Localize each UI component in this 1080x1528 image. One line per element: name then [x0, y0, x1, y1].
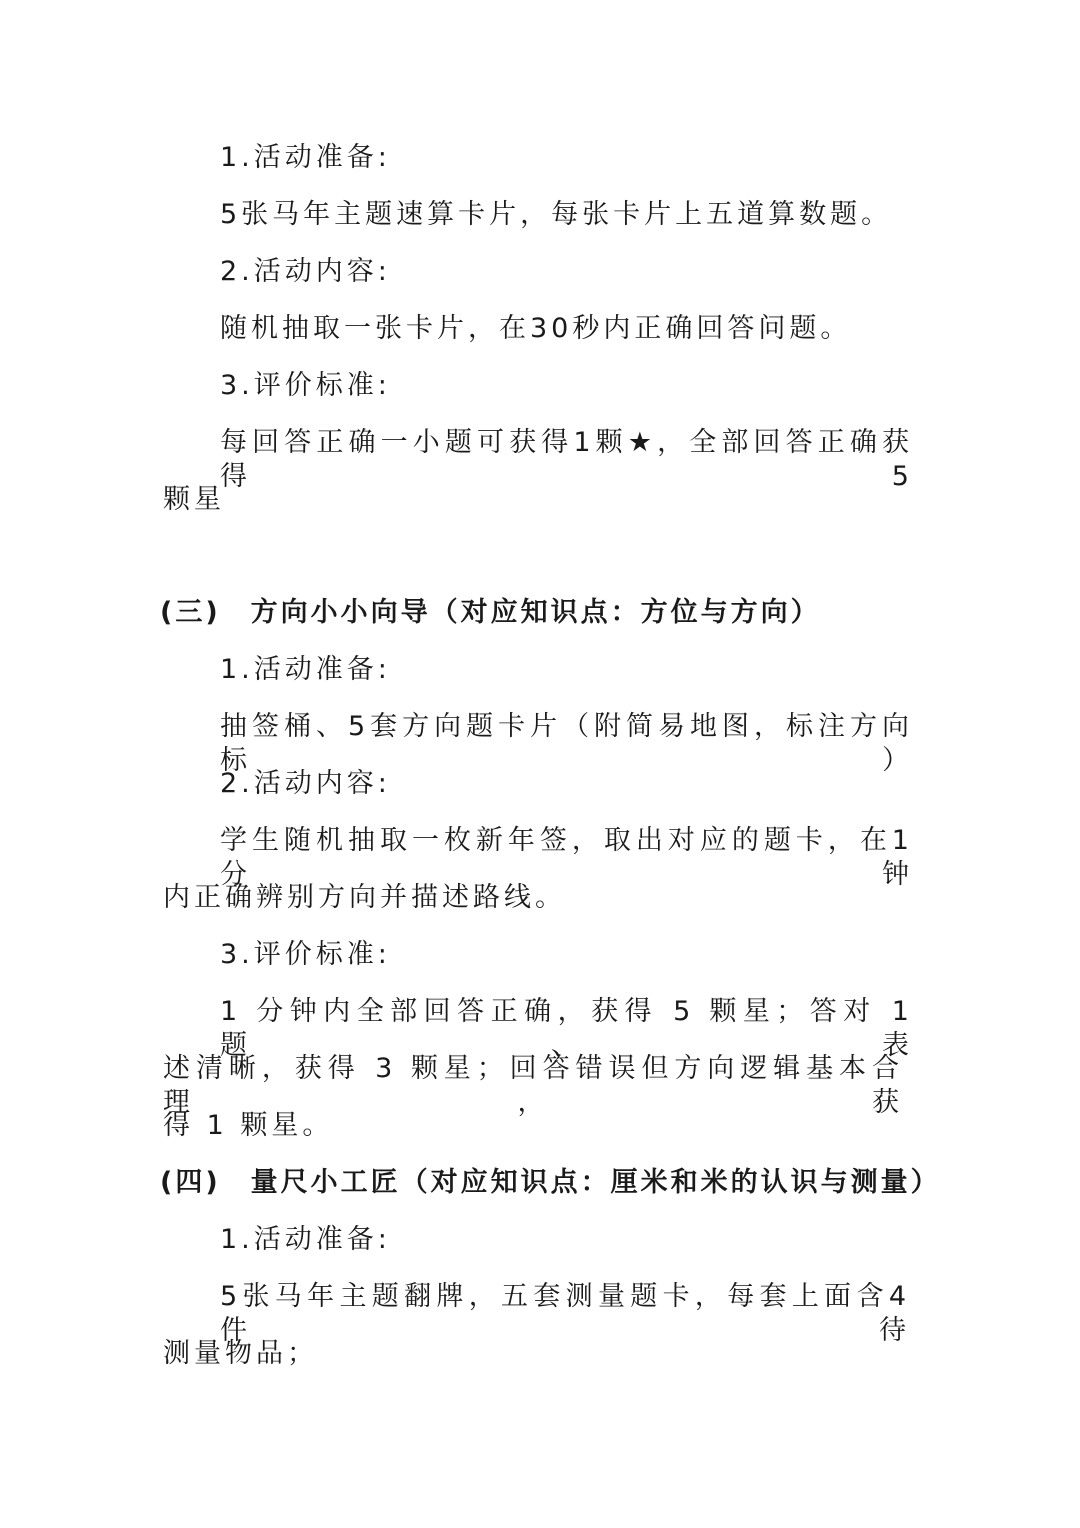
section2-content-text: 随机抽取一张卡片，在30秒内正确回答问题。 — [220, 313, 852, 344]
section2-eval-text-line2: 颗星 — [163, 484, 225, 515]
section3-prep-text: 抽签桶、5套方向题卡片（附简易地图，标注方向标） — [220, 711, 913, 776]
section3-heading: (三) 方向小小向导（对应知识点：方位与方向） — [160, 597, 821, 628]
section3-eval-title: 3.评价标准: — [220, 939, 391, 970]
section3-eval-text-line2: 述清晰，获得 3 颗星；回答错误但方向逻辑基本合理，获 — [163, 1053, 903, 1118]
section3-eval-text-line3: 得 1 颗星。 — [163, 1110, 334, 1141]
section4-heading: (四) 量尺小工匠（对应知识点：厘米和米的认识与测量） — [160, 1167, 941, 1198]
section2-prep-text: 5张马年主题速算卡片，每张卡片上五道算数题。 — [220, 199, 893, 230]
section3-prep-title: 1.活动准备: — [220, 654, 391, 685]
section4-prep-text-line2: 测量物品； — [163, 1338, 318, 1369]
section3-content-title: 2.活动内容: — [220, 768, 391, 799]
section2-content-title: 2.活动内容: — [220, 256, 391, 287]
section2-prep-title: 1.活动准备: — [220, 142, 391, 173]
section3-content-text-line1: 学生随机抽取一枚新年签，取出对应的题卡，在1分钟 — [220, 825, 913, 890]
section3-content-text-line2: 内正确辨别方向并描述路线。 — [163, 882, 566, 913]
section4-prep-text-line1: 5张马年主题翻牌，五套测量题卡，每套上面含4件待 — [220, 1281, 910, 1346]
section2-eval-title: 3.评价标准: — [220, 370, 391, 401]
section3-eval-text-line1: 1 分钟内全部回答正确，获得 5 颗星；答对 1 题、表 — [220, 996, 913, 1061]
section2-eval-text-line1: 每回答正确一小题可获得1颗★，全部回答正确获得5 — [220, 427, 913, 492]
section4-prep-title: 1.活动准备: — [220, 1224, 391, 1255]
